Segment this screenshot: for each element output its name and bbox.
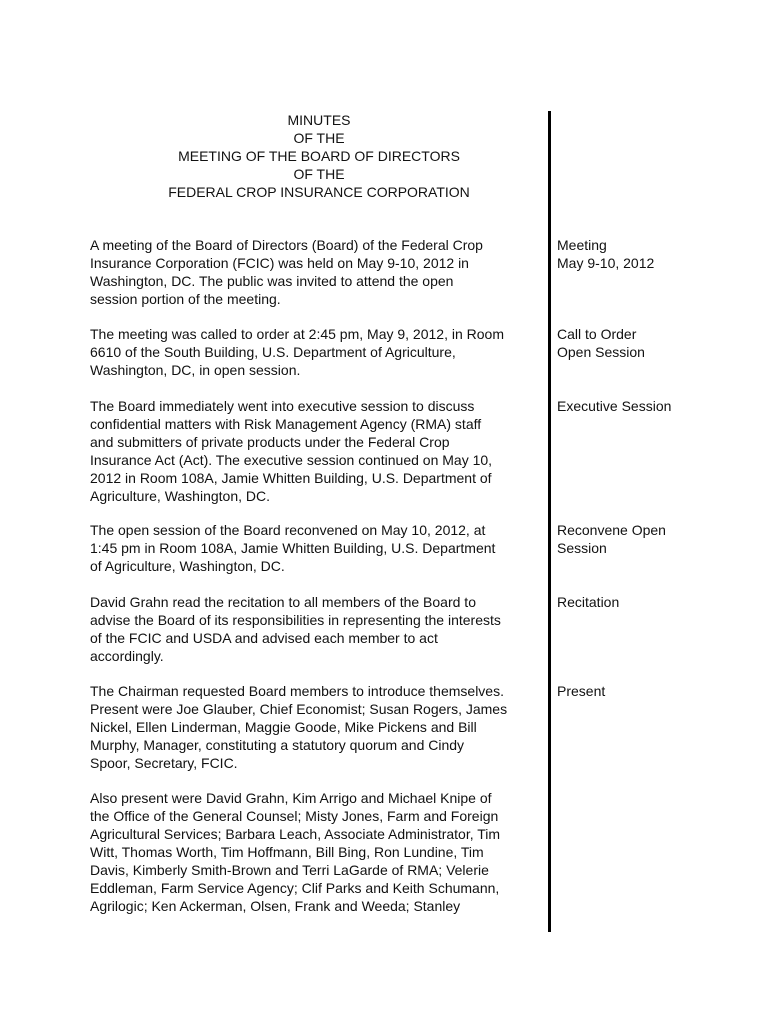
paragraph-recitation: David Grahn read the recitation to all members of the Board to advise the Board of its responsibilities in representing the interests of the FCIC and USDA and advised each member to act accordingly. — [90, 594, 501, 664]
margin-divider — [548, 111, 551, 932]
margin-note-recitation: Recitation — [557, 594, 620, 610]
title-line: MINUTES — [287, 112, 351, 128]
margin-note-present: Present — [557, 683, 606, 699]
paragraph-also-present: Also present were David Grahn, Kim Arrigo and Michael Knipe of the Office of the General Counsel; Misty Jones, Farm and Foreign Agricultural Services; Barbara Leach, Associate Administrator, Tim Witt, Thomas Worth, Tim Hoffmann, Bill Bing, Ron Lundine, Tim Davis, Kimberly Smith-Brown and Terri LaGarde of RMA; Velerie Eddleman, Farm Service Agency; Clif Parks and Keith Schumann, Agrilogic; Ken Ackerman, Olsen, Frank and Weeda; Stanley — [90, 790, 501, 914]
paragraph-call-to-order: The meeting was called to order at 2:45 pm, May 9, 2012, in Room 6610 of the South Building, U.S. Department of Agriculture, Washington, DC, in open session. — [90, 326, 504, 378]
paragraph-executive-session: The Board immediately went into executive session to discuss confidential matters with Risk Management Agency (RMA) staff and submitters of private products under the Federal Crop Insurance Act (Act). The executive session continued on May 10, 2012 in Room 108A, Jamie Whitten Building, U.S. Department of Agriculture, Washington, DC. — [90, 398, 493, 504]
minutes-title — [90, 111, 548, 201]
margin-note-meeting: Meeting May 9-10, 2012 — [557, 237, 655, 271]
paragraph-meeting: A meeting of the Board of Directors (Board) of the Federal Crop Insurance Corporation (FCIC) was held on May 9-10, 2012 in Washington, DC. The public was invited to attend the open session portion of the meeting. — [90, 237, 483, 307]
title-line: OF THE — [293, 166, 345, 182]
paragraph-reconvene: The open session of the Board reconvened on May 10, 2012, at 1:45 pm in Room 108A, Jamie Whitten Building, U.S. Department of Agriculture, Washington, DC. — [90, 522, 496, 574]
paragraph-present: The Chairman requested Board members to introduce themselves. Present were Joe Glauber, Chief Economist; Susan Rogers, James Nickel, Ellen Linderman, Maggie Goode, Mike Pickens and Bill Murphy, Manager, constituting a statutory quorum and Cindy Spoor, Secretary, FCIC. — [90, 683, 508, 771]
title-line: FEDERAL CROP INSURANCE CORPORATION — [168, 184, 470, 200]
margin-note-reconvene: Reconvene Open Session — [557, 522, 666, 556]
margin-note-call-to-order: Call to Order Open Session — [557, 326, 645, 360]
margin-note-executive-session: Executive Session — [557, 398, 672, 414]
title-line: OF THE — [293, 130, 345, 146]
title-line: MEETING OF THE BOARD OF DIRECTORS — [178, 148, 460, 164]
